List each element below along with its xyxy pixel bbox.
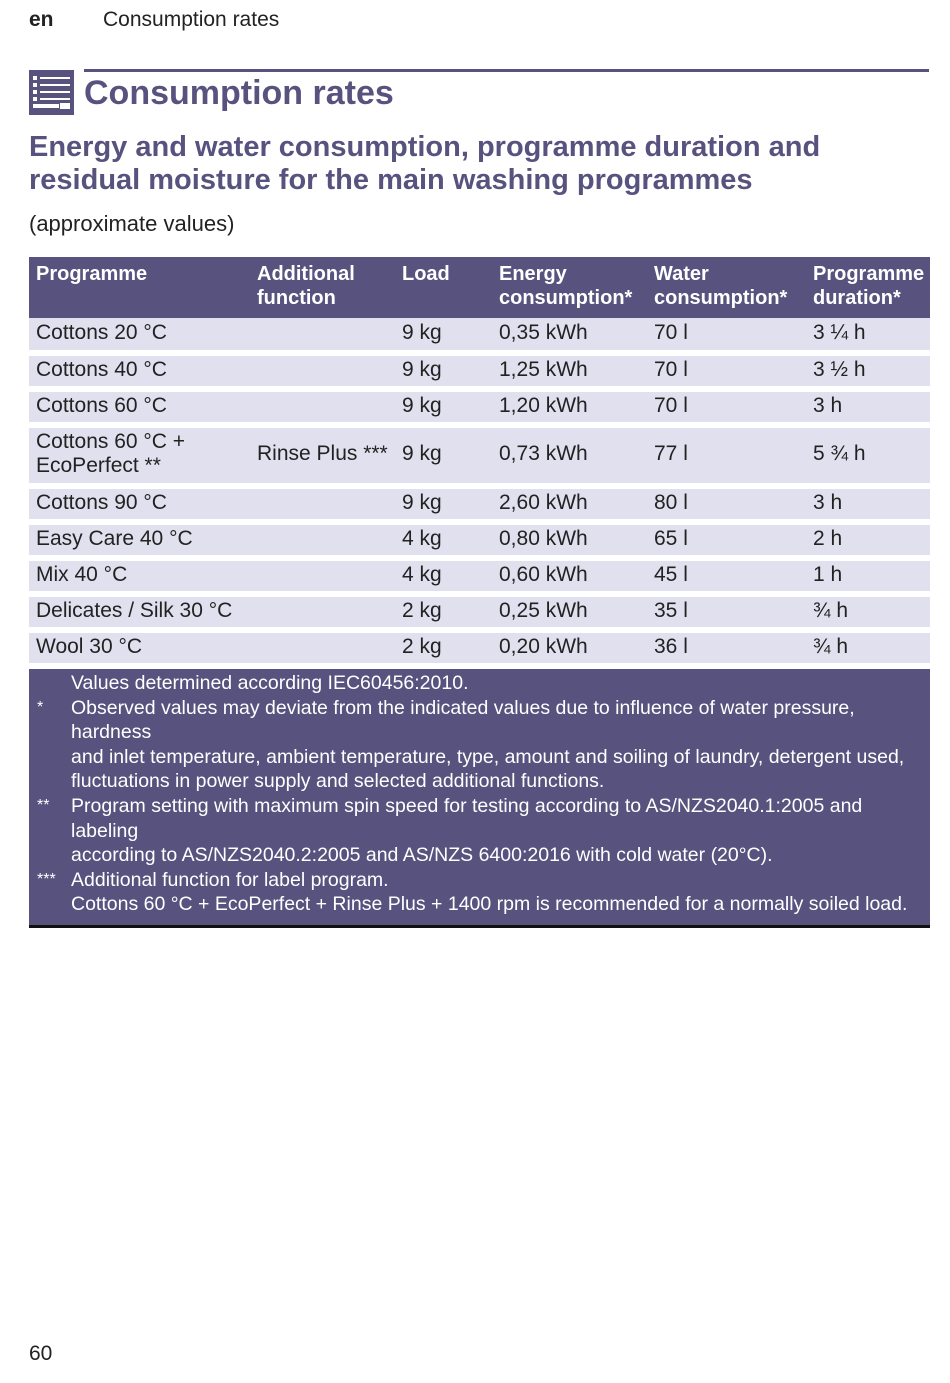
cell-programme: Wool 30 °C xyxy=(36,635,143,658)
section-title: Consumption rates xyxy=(84,74,394,112)
cell-duration: 5 ¾ h xyxy=(813,442,866,465)
cell-water: 77 l xyxy=(654,442,688,465)
footnote-mark: * xyxy=(37,698,44,716)
consumption-table xyxy=(29,257,930,928)
cell-energy: 0,73 kWh xyxy=(499,442,588,465)
cell-water: 45 l xyxy=(654,563,688,586)
table-body xyxy=(29,318,930,663)
cell-load: 9 kg xyxy=(402,491,442,514)
header-title: Consumption rates xyxy=(103,8,280,31)
cell-programme: Cottons 60 °C + EcoPerfect ** xyxy=(36,430,186,477)
footnote xyxy=(29,868,920,917)
cell-duration: 3 h xyxy=(813,491,843,514)
header-load: Load xyxy=(402,263,450,285)
cell-load: 9 kg xyxy=(402,321,442,344)
table-row xyxy=(29,633,930,663)
cell-programme: Cottons 60 °C xyxy=(36,394,167,417)
cell-energy: 0,25 kWh xyxy=(499,599,588,622)
cell-water: 65 l xyxy=(654,527,688,550)
cell-load: 9 kg xyxy=(402,358,442,381)
subtitle xyxy=(29,131,909,197)
table-row xyxy=(29,428,930,483)
cell-programme: Cottons 40 °C xyxy=(36,358,167,381)
footnote-line: Cottons 60 °C + EcoPerfect + Rinse Plus + 1400 rpm is recommended for a normally soiled load. xyxy=(71,893,908,916)
table-row xyxy=(29,525,930,555)
cell-water: 36 l xyxy=(654,635,688,658)
approximate-values-note: (approximate values) xyxy=(29,211,235,236)
cell-additional-function: Rinse Plus *** xyxy=(257,442,388,465)
header-additional-function: Additional function xyxy=(257,263,355,309)
cell-duration: ¾ h xyxy=(813,599,849,622)
header-water: Water consumption* xyxy=(654,263,788,309)
table-row xyxy=(29,356,930,386)
cell-energy: 0,35 kWh xyxy=(499,321,588,344)
cell-water: 70 l xyxy=(654,394,688,417)
consumption-table-icon xyxy=(29,70,74,115)
cell-energy: 1,25 kWh xyxy=(499,358,588,381)
footnote xyxy=(29,794,920,868)
subtitle-line-2: residual moisture for the main washing programmes xyxy=(29,164,753,196)
footnote-line: Values determined according IEC60456:2010. xyxy=(71,672,469,694)
cell-load: 4 kg xyxy=(402,527,442,550)
table-row xyxy=(29,392,930,422)
cell-programme: Cottons 20 °C xyxy=(36,321,167,344)
cell-load: 2 kg xyxy=(402,599,442,622)
table-footnotes xyxy=(29,669,930,928)
cell-duration: ¾ h xyxy=(813,635,849,658)
cell-water: 80 l xyxy=(654,491,688,514)
footnote-line: Observed values may deviate from the indicated values due to influence of water pressure, hardness xyxy=(71,696,855,744)
footnote-mark: ** xyxy=(37,796,50,814)
cell-water: 35 l xyxy=(654,599,688,622)
cell-programme: Mix 40 °C xyxy=(36,563,128,586)
cell-energy: 0,60 kWh xyxy=(499,563,588,586)
table-header xyxy=(29,257,930,318)
table-row xyxy=(29,318,930,350)
cell-energy: 1,20 kWh xyxy=(499,394,588,417)
header-lang: en xyxy=(29,8,54,31)
cell-energy: 0,80 kWh xyxy=(499,527,588,550)
table-row xyxy=(29,597,930,627)
table-row xyxy=(29,561,930,591)
cell-duration: 3 ½ h xyxy=(813,358,866,381)
cell-programme: Cottons 90 °C xyxy=(36,491,167,514)
cell-duration: 3 h xyxy=(813,394,843,417)
cell-energy: 2,60 kWh xyxy=(499,491,588,514)
cell-duration: 3 ¼ h xyxy=(813,321,866,344)
header-energy: Energy consumption* xyxy=(499,263,633,309)
cell-energy: 0,20 kWh xyxy=(499,635,588,658)
subtitle-line-1: Energy and water consumption, programme duration and xyxy=(29,131,821,163)
cell-duration: 2 h xyxy=(813,527,843,550)
footnote xyxy=(29,671,920,696)
cell-water: 70 l xyxy=(654,358,688,381)
footnote-line: Additional function for label program. xyxy=(71,868,389,891)
footnote xyxy=(29,696,920,794)
cell-load: 4 kg xyxy=(402,563,442,586)
footnote-line: fluctuations in power supply and selected additional functions. xyxy=(71,770,605,793)
cell-load: 9 kg xyxy=(402,394,442,417)
cell-duration: 1 h xyxy=(813,563,843,586)
cell-programme: Delicates / Silk 30 °C xyxy=(36,599,233,622)
header-programme: Programme xyxy=(36,263,148,285)
cell-water: 70 l xyxy=(654,321,688,344)
cell-programme: Easy Care 40 °C xyxy=(36,527,193,550)
cell-load: 9 kg xyxy=(402,442,442,465)
footnote-line: according to AS/NZS2040.2:2005 and AS/NZS 6400:2016 with cold water (20°C). xyxy=(71,844,773,867)
footnote-mark: *** xyxy=(37,870,56,888)
table-row xyxy=(29,489,930,519)
page-number: 60 xyxy=(29,1342,53,1365)
cell-load: 2 kg xyxy=(402,635,442,658)
footnote-line: and inlet temperature, ambient temperature, type, amount and soiling of laundry, detergent used, xyxy=(71,745,905,768)
footnote-line: Program setting with maximum spin speed for testing according to AS/NZS2040.1:2005 and labeling xyxy=(71,794,863,842)
section-rule xyxy=(84,69,929,72)
header-duration: Programme duration* xyxy=(813,263,925,309)
